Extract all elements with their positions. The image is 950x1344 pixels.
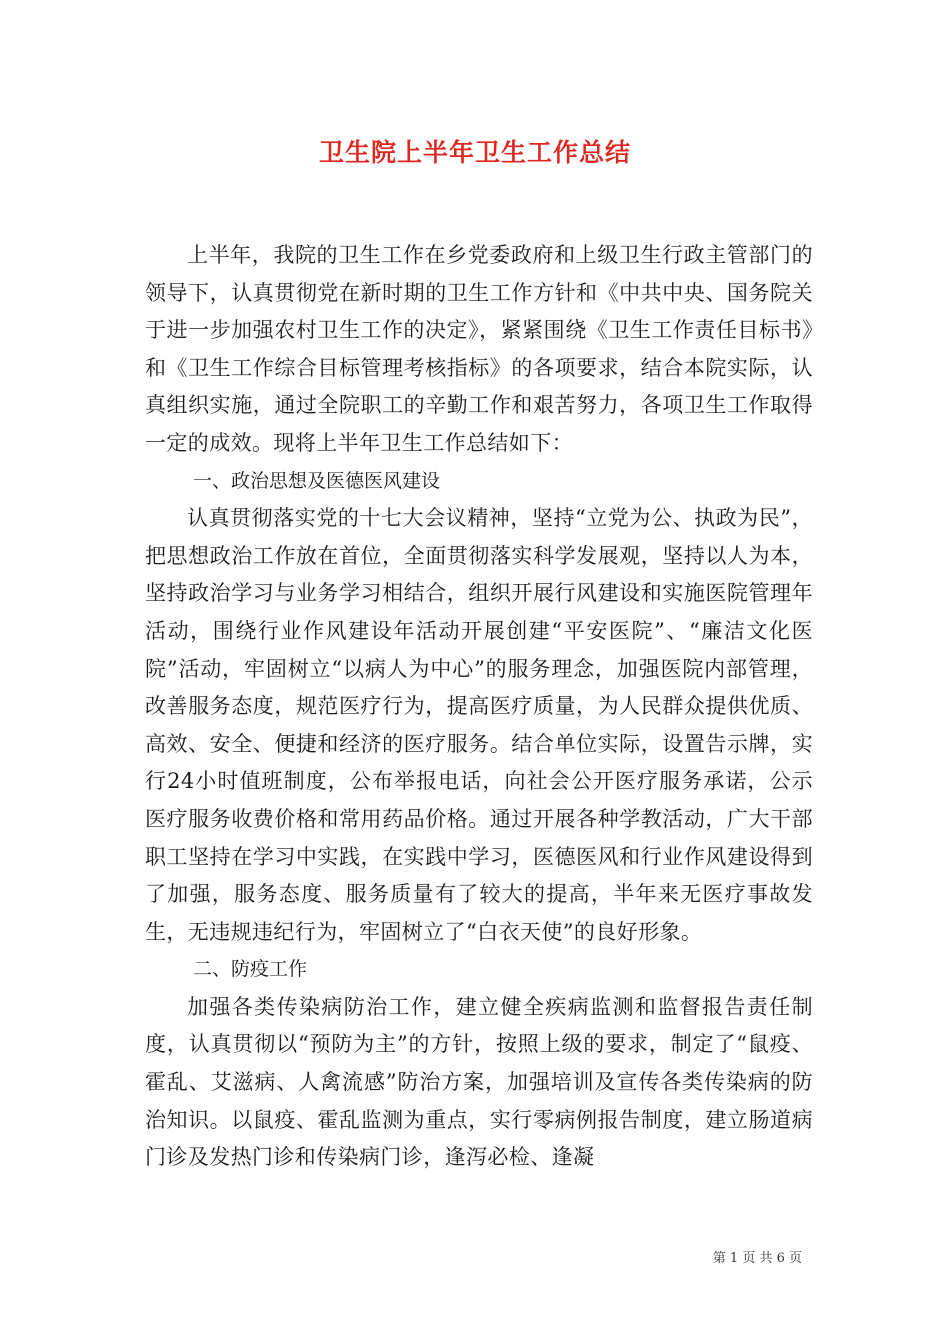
page-number-footer: 第 1 页 共 6 页 (712, 1251, 802, 1266)
document-title: 卫生院上半年卫生工作总结 (318, 138, 631, 167)
section-1-paragraph: 认真贯彻落实党的十七大会议精神，坚持“立党为公、执政为民”，把思想政治工作放在首位，全面贯彻落实科学发展观，坚持以人为本，坚持政治学习与业务学习相结合，组织开展行风建设和实施医院管理年活动，围绕行业作风建设年活动开展创建“平安医院”、“廉洁文化医院”活动，牢固树立“以病人为中心”的服务理念，加强医院内部管理，改善服务态度，规范医疗行为，提高医疗质量，为人民群众提供优质、高效、安全、便捷和经济的医疗服务。结合单位实际，设置告示牌，实行24小时值班制度，公布举报电话，向社会公开医疗服务承诺，公示医疗服务收费价格和常用药品价格。通过开展各种学教活动，广大干部职工坚持在学习中实践，在实践中学习，医德医风和行业作风建设得到了加强，服务态度、服务质量有了较大的提高，半年来无医疗事故发生，无违规违纪行为，牢固树立了“白衣天使”的良好形象。 (145, 506, 813, 944)
intro-paragraph: 上半年，我院的卫生工作在乡党委政府和上级卫生行政主管部门的领导下，认真贯彻党在新时期的卫生工作方针和《中共中央、国务院关于进一步加强农村卫生工作的决定》，紧紧围绕《卫生工作责任目标书》和《卫生工作综合目标管理考核指标》的各项要求，结合本院实际，认真组织实施，通过全院职工的辛勤工作和艰苦努力，各项卫生工作取得一定的成效。现将上半年卫生工作总结如下： (145, 243, 813, 455)
document-body (145, 237, 813, 1177)
section-heading-2: 二、防疫工作 (193, 958, 308, 981)
section-heading-1: 一、政治思想及医德医风建设 (193, 469, 441, 492)
section-2-paragraph: 加强各类传染病防治工作，建立健全疾病监测和监督报告责任制度，认真贯彻以“预防为主”的方针，按照上级的要求，制定了“鼠疫、霍乱、艾滋病、人禽流感”防治方案，加强培训及宣传各类传染病的防治知识。以鼠疫、霍乱监测为重点，实行零病例报告制度，建立肠道病门诊及发热门诊和传染病门诊，逢泻必检、逢凝 (145, 994, 813, 1170)
